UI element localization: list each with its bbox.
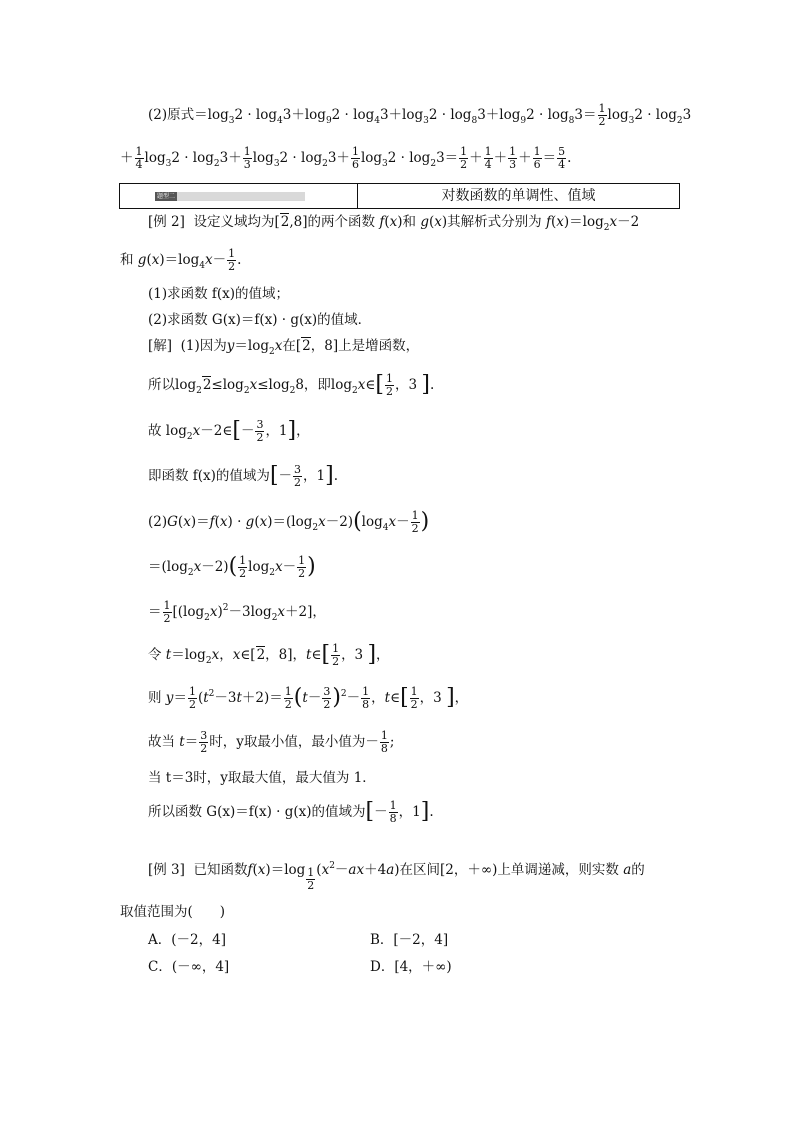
solution-label: [解] — [148, 338, 173, 354]
part2-prefix: (2)原式＝ — [148, 107, 208, 123]
example2-q2: (2)求函数 G(x)＝f(x) · g(x)的值域． — [148, 312, 372, 328]
solution-step5: $(2)G(x)=f(x) \cdot g(x)=(\log_2x-2)(\log_4x-$ $\frac{1}{2}$ ) — [148, 508, 430, 535]
solution-step8: 令 $t=\log_2x$，x∈[2，8]，t∈[ $\frac{1}{2}$ ，3 ]， — [148, 641, 390, 668]
example3-statement-line2: 取值范围为( ) — [120, 904, 226, 920]
solution-step9: 则 y＝ $\frac{1}{2}$ $(t^2-3t+2)=$ $\frac{1}{2}$ (t－ $\frac{3}{2}$ )$^2$－ $\frac{1}{8}$ ，t∈[ $\frac{1}{2}$ ，3 ]， — [148, 684, 469, 711]
section-tag — [155, 192, 305, 201]
option-a[interactable]: A．(－2，4] — [148, 932, 226, 948]
section-title: 对数函数的单调性、值域 — [441, 188, 596, 204]
option-b[interactable]: B．[－2，4] — [370, 932, 449, 948]
example2-text-b: 的两个函数 — [307, 214, 376, 230]
solution-text-c: 上是增函数， — [338, 338, 420, 354]
solution-step11: 当 t＝3时，y取最大值，最大值为 1． — [148, 770, 376, 786]
solution-min-a: 故当 — [148, 734, 175, 750]
solution-step4: 即函数 f(x)的值域为[－ $\frac{3}{2}$ ，1]. — [148, 462, 339, 489]
example2-statement-line2: 和 $g(x)=\log_4x-$ $\frac{1}{2}$ . — [120, 247, 242, 273]
solution-min-b: 时，y取最小值，最小值为 — [209, 734, 366, 750]
solution-final-text: 所以函数 G(x)＝f(x) · g(x)的值域为 — [148, 804, 366, 820]
example3-text-c: 的 — [631, 862, 645, 878]
solution-therefore: 故 — [148, 423, 162, 439]
solution-text-b: 在 — [282, 338, 296, 354]
example2-label: [例 2] — [148, 214, 185, 230]
solution-so-text: 所以 — [148, 377, 175, 393]
solution-step10: 故当 t＝ $\frac{3}{2}$ 时，y取最小值，最小值为－ $\frac{1}{8}$ ; — [148, 729, 395, 755]
example3-text-a: 已知函数 — [193, 862, 248, 878]
example2-text-a: 设定义域均为 — [193, 214, 275, 230]
part2-line2: ＋ $\frac{1}{4}$ $\log_32 \cdot \log_23+$ $\frac{1}{3}$ $\log_32 \cdot \log_23+$ $\frac{1}{6}$ $\log_32 \cdot \log_23=$ $\frac{1}{2}$ ＋ $\frac{1}{4}$ ＋ $\frac{1}{3}$ ＋ $\frac{1}{6}$ ＝ $\frac{5}{4}$ . — [120, 145, 572, 171]
solution-step6: $=(\log_2x-2)$( $\frac{1}{2}$ $\log_2x-$ $\frac{1}{2}$ ) — [148, 553, 316, 580]
solution-text-a: (1)因为 — [180, 338, 227, 354]
example3-statement: [例 3] 已知函数f(x)＝log $\frac{1}{2}$ $(x^2-ax+4a)$在区间[2，＋∞)上单调递减，则实数 a的 — [148, 861, 645, 892]
section-tag-label: 题型二 — [156, 193, 175, 200]
section-banner — [119, 183, 680, 209]
example3-label: [例 3] — [148, 862, 185, 878]
solution-final: 所以函数 G(x)＝f(x) · g(x)的值域为[－ $\frac{1}{8}$ ，1]. — [148, 798, 434, 825]
example2-text-d: 其解析式分别为 — [447, 214, 542, 230]
example2-q1: (1)求函数 f(x)的值域； — [148, 286, 290, 302]
solution-step2: 所以$\log_22\le\log_2x\le\log_28$，即$\log_2x\in$[ $\frac{1}{2}$ ，3 ]. — [148, 371, 435, 398]
solution-step7: ＝ $\frac{1}{2}$ $[(\log_2x)^2-3\log_2x+2]$， — [148, 599, 326, 625]
option-d[interactable]: D．[4，＋∞) — [370, 959, 452, 975]
option-c[interactable]: C．(－∞，4] — [148, 959, 230, 975]
solution-step3: 故 $\log_2x-2\in[-$ $\frac{3}{2}$ ，1]， — [148, 417, 310, 444]
example2-text-c: 和 — [402, 214, 417, 230]
example2-statement: [例 2] 设定义域均为[2,8]的两个函数 f(x)和 g(x)其解析式分别为 $f(x)=\log_2x-2$ — [148, 214, 640, 233]
solution-let: 令 — [148, 647, 162, 663]
solution-step1: [解] (1)因为$y=\log_2x$在[2，8]上是增函数， — [148, 338, 420, 357]
solution-ie-text: 即 — [317, 377, 331, 393]
solution-range-label: 即函数 f(x)的值域为 — [148, 468, 270, 484]
part2-line1: (2)原式$=\log_32 \cdot \log_43+\log_92 \cdot \log_43+\log_32 \cdot \log_83+\log_92 \cdot \log_83=$ $\frac{1}{2}$ $\log_32 \cdot \log_23$ — [148, 102, 692, 128]
example3-text-b: 在区间[2，＋∞)上单调递减，则实数 — [399, 862, 619, 878]
solution-then: 则 — [148, 690, 162, 706]
